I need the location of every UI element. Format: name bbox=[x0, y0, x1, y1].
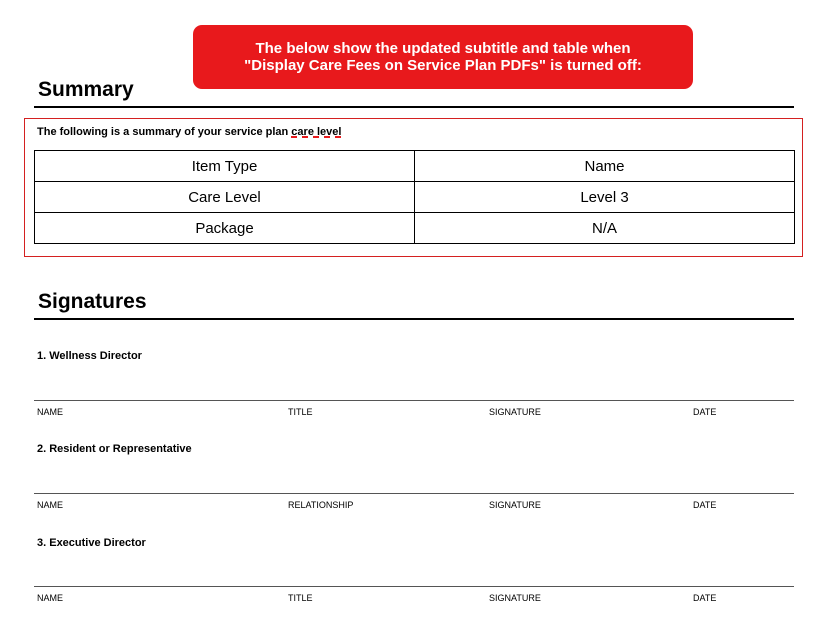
signature-label: TITLE bbox=[288, 407, 313, 417]
signature-block-title: 1. Wellness Director bbox=[37, 350, 142, 362]
table-row bbox=[35, 213, 795, 244]
signature-label: RELATIONSHIP bbox=[288, 500, 354, 510]
signature-label: SIGNATURE bbox=[489, 500, 541, 510]
signature-line bbox=[34, 586, 794, 587]
signature-block-title: 2. Resident or Representative bbox=[37, 443, 192, 455]
signatures-rule bbox=[34, 318, 794, 320]
callout-line-1: The below show the updated subtitle and table when bbox=[255, 40, 631, 57]
table-header-cell: Name bbox=[415, 151, 795, 182]
table-cell: Level 3 bbox=[415, 182, 795, 213]
summary-heading: Summary bbox=[38, 78, 134, 101]
signature-label: NAME bbox=[37, 593, 64, 603]
signature-label: DATE bbox=[693, 500, 717, 510]
signature-label: TITLE bbox=[288, 593, 313, 603]
summary-rule bbox=[34, 106, 794, 108]
summary-table bbox=[34, 150, 795, 244]
signature-label: SIGNATURE bbox=[489, 407, 541, 417]
signature-block-title: 3. Executive Director bbox=[37, 537, 146, 549]
signature-label: NAME bbox=[37, 407, 64, 417]
table-header-row bbox=[35, 151, 795, 182]
signature-label: SIGNATURE bbox=[489, 593, 541, 603]
signature-label: NAME bbox=[37, 500, 64, 510]
signature-line bbox=[34, 493, 794, 494]
table-cell: Care Level bbox=[35, 182, 415, 213]
signature-label: DATE bbox=[693, 593, 717, 603]
table-cell: Package bbox=[35, 213, 415, 244]
signatures-heading: Signatures bbox=[38, 290, 147, 313]
table-cell: N/A bbox=[415, 213, 795, 244]
signature-label: DATE bbox=[693, 407, 717, 417]
summary-intro-text: The following is a summary of your service plan bbox=[37, 126, 292, 138]
summary-intro bbox=[37, 126, 341, 138]
annotation-callout bbox=[193, 25, 693, 89]
summary-intro-highlight: care level bbox=[291, 126, 342, 138]
table-row bbox=[35, 182, 795, 213]
table-header-cell: Item Type bbox=[35, 151, 415, 182]
callout-line-2: "Display Care Fees on Service Plan PDFs" is turned off: bbox=[244, 57, 642, 74]
signature-line bbox=[34, 400, 794, 401]
